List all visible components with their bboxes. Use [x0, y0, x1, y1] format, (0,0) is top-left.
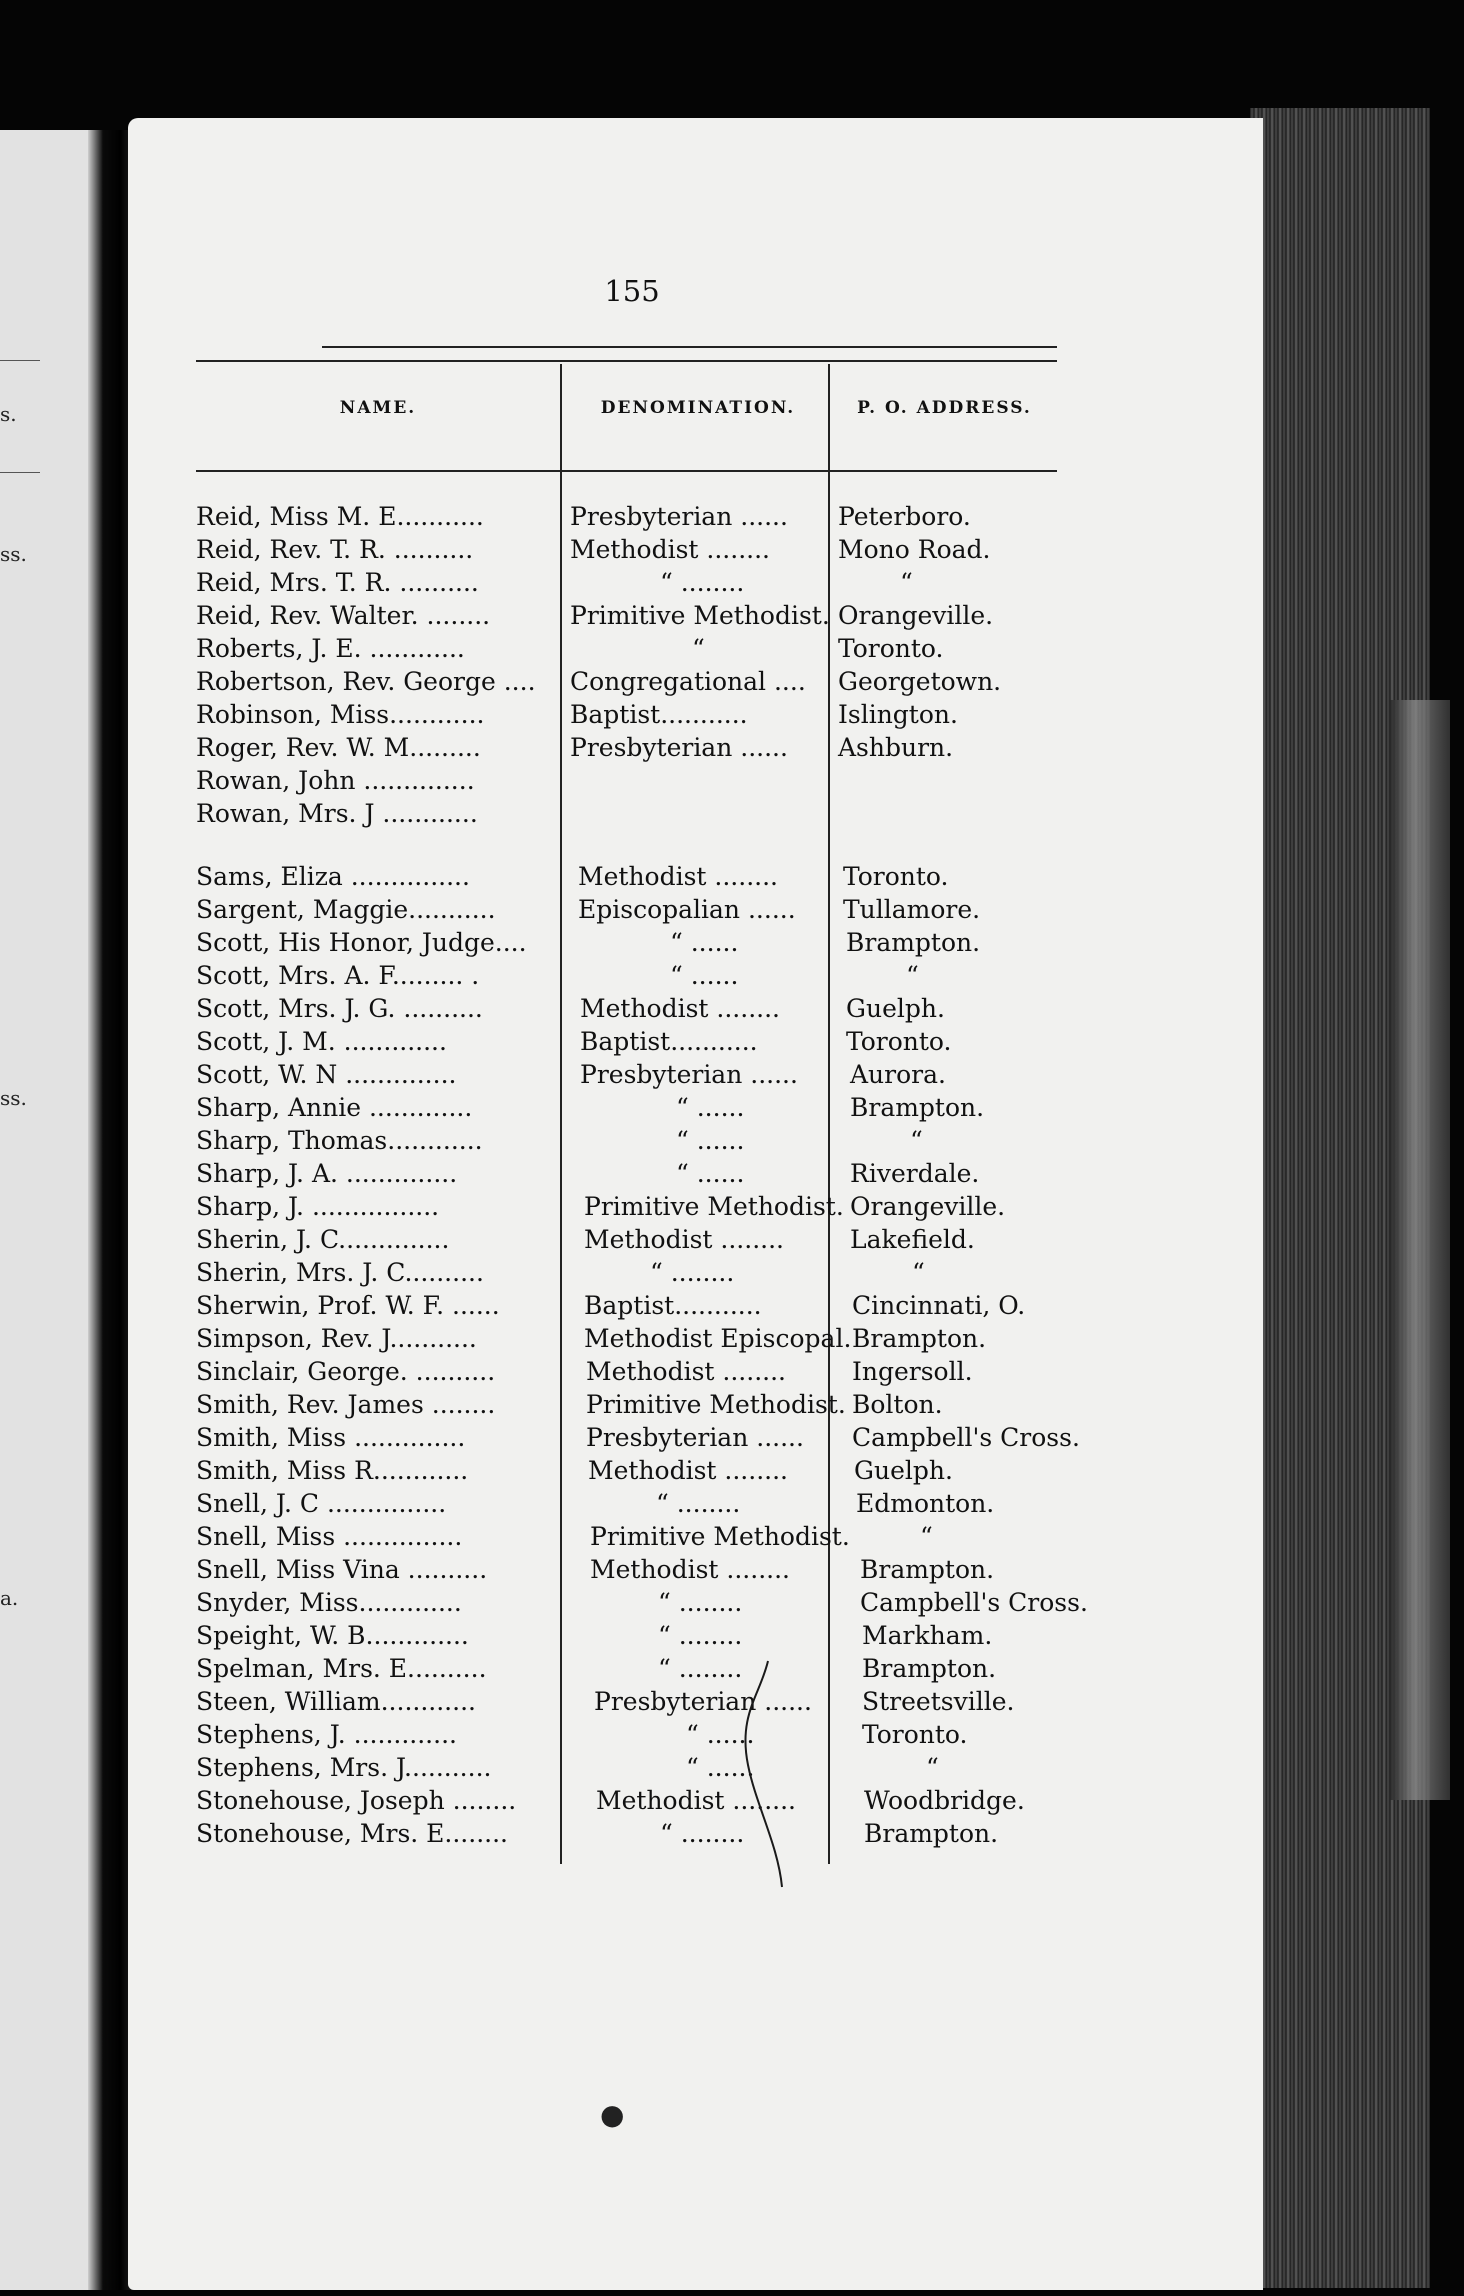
entry-denomination: Primitive Methodist.: [590, 1522, 850, 1551]
entry-name: Rowan, Mrs. J ............: [196, 799, 478, 828]
entry-denomination: “ ........: [660, 1819, 745, 1848]
entry-name: Reid, Miss M. E...........: [196, 502, 484, 531]
table-row: [0, 1421, 1264, 1455]
left-page-text: ss.: [0, 1086, 27, 1110]
table-row: [0, 500, 1264, 534]
entry-address: Ingersoll.: [852, 1357, 973, 1386]
entry-denomination: Primitive Methodist.: [570, 601, 830, 630]
column-header-denomination: DENOMINATION.: [600, 398, 796, 418]
ink-blot-icon: ●: [600, 2098, 625, 2131]
table-row: [0, 1454, 1264, 1488]
entry-denomination: Presbyterian ......: [586, 1423, 804, 1452]
entry-name: Stonehouse, Mrs. E........: [196, 1819, 508, 1848]
entry-address: Ashburn.: [838, 733, 954, 762]
table-row: [0, 1388, 1264, 1422]
entry-address: Toronto.: [862, 1720, 968, 1749]
table-row: [0, 1619, 1264, 1653]
table-row: [0, 665, 1264, 699]
top-rule: [322, 346, 1057, 348]
table-row: [0, 1751, 1264, 1785]
entry-name: Scott, Mrs. J. G. ..........: [196, 994, 483, 1023]
entry-address: Campbell's Cross.: [852, 1423, 1080, 1452]
entry-address: Islington.: [838, 700, 958, 729]
entry-address: Brampton.: [862, 1654, 997, 1683]
entry-name: Reid, Mrs. T. R. ..........: [196, 568, 479, 597]
entry-name: Scott, Mrs. A. F......... .: [196, 961, 480, 990]
entry-denomination: Primitive Methodist.: [586, 1390, 846, 1419]
table-row: [0, 731, 1264, 765]
entry-address: Woodbridge.: [864, 1786, 1025, 1815]
entry-denomination: “ ......: [676, 1126, 745, 1155]
entry-name: Sharp, J. ................: [196, 1192, 440, 1221]
entry-denomination: Primitive Methodist.: [584, 1192, 844, 1221]
table-row: [0, 1487, 1264, 1521]
entry-denomination: Methodist ........: [596, 1786, 796, 1815]
entry-name: Steen, William............: [196, 1687, 476, 1716]
table-row: [0, 1322, 1264, 1356]
entry-address: “: [910, 1126, 923, 1155]
table-row: [0, 926, 1264, 960]
table-row: [0, 1025, 1264, 1059]
entry-name: Snyder, Miss.............: [196, 1588, 462, 1617]
entry-name: Reid, Rev. T. R. ..........: [196, 535, 474, 564]
entry-denomination: Methodist ........: [588, 1456, 788, 1485]
entry-address: Brampton.: [852, 1324, 987, 1353]
entry-denomination: Presbyterian ......: [594, 1687, 812, 1716]
entry-address: Streetsville.: [862, 1687, 1015, 1716]
left-page-text: a.: [0, 1586, 19, 1610]
entry-name: Reid, Rev. Walter. ........: [196, 601, 491, 630]
entry-denomination: “ ......: [686, 1720, 755, 1749]
table-row: [0, 1355, 1264, 1389]
entry-denomination: Methodist Episcopal.: [584, 1324, 852, 1353]
entry-denomination: “ ......: [676, 1159, 745, 1188]
entry-address: Toronto.: [838, 634, 944, 663]
entry-name: Sharp, Thomas............: [196, 1126, 483, 1155]
table-row: [0, 1685, 1264, 1719]
table-row: [0, 992, 1264, 1026]
entry-denomination: “ ......: [676, 1093, 745, 1122]
entry-name: Stephens, Mrs. J...........: [196, 1753, 492, 1782]
entry-denomination: Methodist ........: [578, 862, 778, 891]
table-row: [0, 1091, 1264, 1125]
table-row: [0, 632, 1264, 666]
page-number: 155: [604, 274, 660, 308]
entry-denomination: Methodist ........: [570, 535, 770, 564]
entry-denomination: “ ........: [660, 568, 745, 597]
entry-denomination: “ ......: [670, 961, 739, 990]
table-row: [0, 1817, 1264, 1851]
entry-address: Bolton.: [852, 1390, 943, 1419]
entry-name: Sherwin, Prof. W. F. ......: [196, 1291, 500, 1320]
entry-address: “: [906, 961, 919, 990]
entry-address: Lakefield.: [850, 1225, 975, 1254]
table-row: [0, 1784, 1264, 1818]
entry-name: Smith, Miss R............: [196, 1456, 469, 1485]
entry-name: Robinson, Miss............: [196, 700, 485, 729]
entry-denomination: Methodist ........: [580, 994, 780, 1023]
entry-address: Riverdale.: [850, 1159, 980, 1188]
entry-name: Sharp, Annie .............: [196, 1093, 473, 1122]
entry-address: Mono Road.: [838, 535, 991, 564]
table-row: [0, 1157, 1264, 1191]
page-edge-highlight: [1390, 700, 1450, 1800]
entry-name: Spelman, Mrs. E..........: [196, 1654, 487, 1683]
entry-name: Sharp, J. A. ..............: [196, 1159, 458, 1188]
entry-name: Roberts, J. E. ............: [196, 634, 465, 663]
table-row: [0, 566, 1264, 600]
entry-denomination: Methodist ........: [584, 1225, 784, 1254]
entry-address: Brampton.: [864, 1819, 999, 1848]
entry-denomination: Congregational ....: [570, 667, 806, 696]
entry-name: Scott, J. M. .............: [196, 1027, 447, 1056]
table-row: [0, 533, 1264, 567]
table-row: [0, 1256, 1264, 1290]
entry-name: Scott, His Honor, Judge....: [196, 928, 527, 957]
entry-address: Orangeville.: [850, 1192, 1006, 1221]
entry-name: Sherin, Mrs. J. C..........: [196, 1258, 484, 1287]
table-row: [0, 1718, 1264, 1752]
entry-address: Brampton.: [846, 928, 981, 957]
entry-address: Georgetown.: [838, 667, 1002, 696]
entry-name: Sargent, Maggie...........: [196, 895, 496, 924]
left-page-rule: [0, 360, 40, 361]
entry-address: Toronto.: [843, 862, 949, 891]
entry-denomination: Presbyterian ......: [580, 1060, 798, 1089]
entry-denomination: Methodist ........: [586, 1357, 786, 1386]
table-row: [0, 1289, 1264, 1323]
entry-address: Campbell's Cross.: [860, 1588, 1088, 1617]
entry-denomination: “ ......: [670, 928, 739, 957]
pen-stroke: [720, 1655, 800, 1895]
entry-name: Speight, W. B.............: [196, 1621, 469, 1650]
table-row: [0, 797, 1264, 831]
entry-denomination: “: [692, 634, 705, 663]
entry-name: Sherin, J. C..............: [196, 1225, 450, 1254]
entry-address: Guelph.: [846, 994, 945, 1023]
table-row: [0, 1124, 1264, 1158]
table-row: [0, 1586, 1264, 1620]
entry-denomination: “ ......: [686, 1753, 755, 1782]
entry-address: Tullamore.: [843, 895, 981, 924]
entry-name: Scott, W. N ..............: [196, 1060, 457, 1089]
left-page-text: s.: [0, 402, 17, 426]
entry-address: Peterboro.: [838, 502, 971, 531]
table-row: [0, 1553, 1264, 1587]
entry-denomination: Presbyterian ......: [570, 502, 788, 531]
entry-denomination: Methodist ........: [590, 1555, 790, 1584]
column-header-name: NAME.: [339, 398, 417, 418]
entry-denomination: “ ........: [658, 1621, 743, 1650]
entry-name: Robertson, Rev. George ....: [196, 667, 536, 696]
entry-denomination: Episcopalian ......: [578, 895, 796, 924]
entry-address: “: [912, 1258, 925, 1287]
entry-address: Markham.: [862, 1621, 993, 1650]
entry-address: Toronto.: [846, 1027, 952, 1056]
entry-name: Roger, Rev. W. M.........: [196, 733, 481, 762]
entry-address: Edmonton.: [856, 1489, 995, 1518]
entry-address: Guelph.: [854, 1456, 953, 1485]
entry-denomination: “ ........: [656, 1489, 741, 1518]
entry-denomination: Baptist...........: [570, 700, 748, 729]
entry-address: Aurora.: [850, 1060, 946, 1089]
entry-name: Rowan, John ..............: [196, 766, 475, 795]
column-header-address: P. O. ADDRESS.: [857, 398, 1032, 418]
entry-name: Simpson, Rev. J...........: [196, 1324, 477, 1353]
table-row: [0, 959, 1264, 993]
entry-address: Brampton.: [860, 1555, 995, 1584]
entry-denomination: “ ........: [658, 1588, 743, 1617]
table-row: [0, 860, 1264, 894]
header-rule: [196, 470, 1057, 472]
entry-name: Sams, Eliza ...............: [196, 862, 470, 891]
top-rule: [196, 360, 1057, 362]
entry-name: Stephens, J. .............: [196, 1720, 457, 1749]
left-page-rule: [0, 472, 40, 473]
table-row: [0, 893, 1264, 927]
entry-address: “: [920, 1522, 933, 1551]
entry-address: Orangeville.: [838, 601, 994, 630]
entry-name: Snell, Miss Vina ..........: [196, 1555, 488, 1584]
entry-name: Sinclair, George. ..........: [196, 1357, 496, 1386]
entry-denomination: Baptist...........: [580, 1027, 758, 1056]
entry-denomination: “ ........: [650, 1258, 735, 1287]
table-row: [0, 698, 1264, 732]
table-row: [0, 764, 1264, 798]
entry-denomination: “ ........: [658, 1654, 743, 1683]
entry-denomination: Presbyterian ......: [570, 733, 788, 762]
entry-address: “: [926, 1753, 939, 1782]
table-row: [0, 1520, 1264, 1554]
entry-name: Snell, Miss ...............: [196, 1522, 463, 1551]
entry-address: “: [900, 568, 913, 597]
table-row: [0, 1058, 1264, 1092]
entry-address: Brampton.: [850, 1093, 985, 1122]
entry-address: Cincinnati, O.: [852, 1291, 1026, 1320]
entry-name: Snell, J. C ...............: [196, 1489, 447, 1518]
table-row: [0, 599, 1264, 633]
table-row: [0, 1223, 1264, 1257]
table-row: [0, 1652, 1264, 1686]
entry-name: Smith, Rev. James ........: [196, 1390, 496, 1419]
table-row: [0, 1190, 1264, 1224]
entry-name: Stonehouse, Joseph ........: [196, 1786, 517, 1815]
entry-name: Smith, Miss ..............: [196, 1423, 466, 1452]
entry-denomination: Baptist...........: [584, 1291, 762, 1320]
left-page-text: ss.: [0, 542, 27, 566]
